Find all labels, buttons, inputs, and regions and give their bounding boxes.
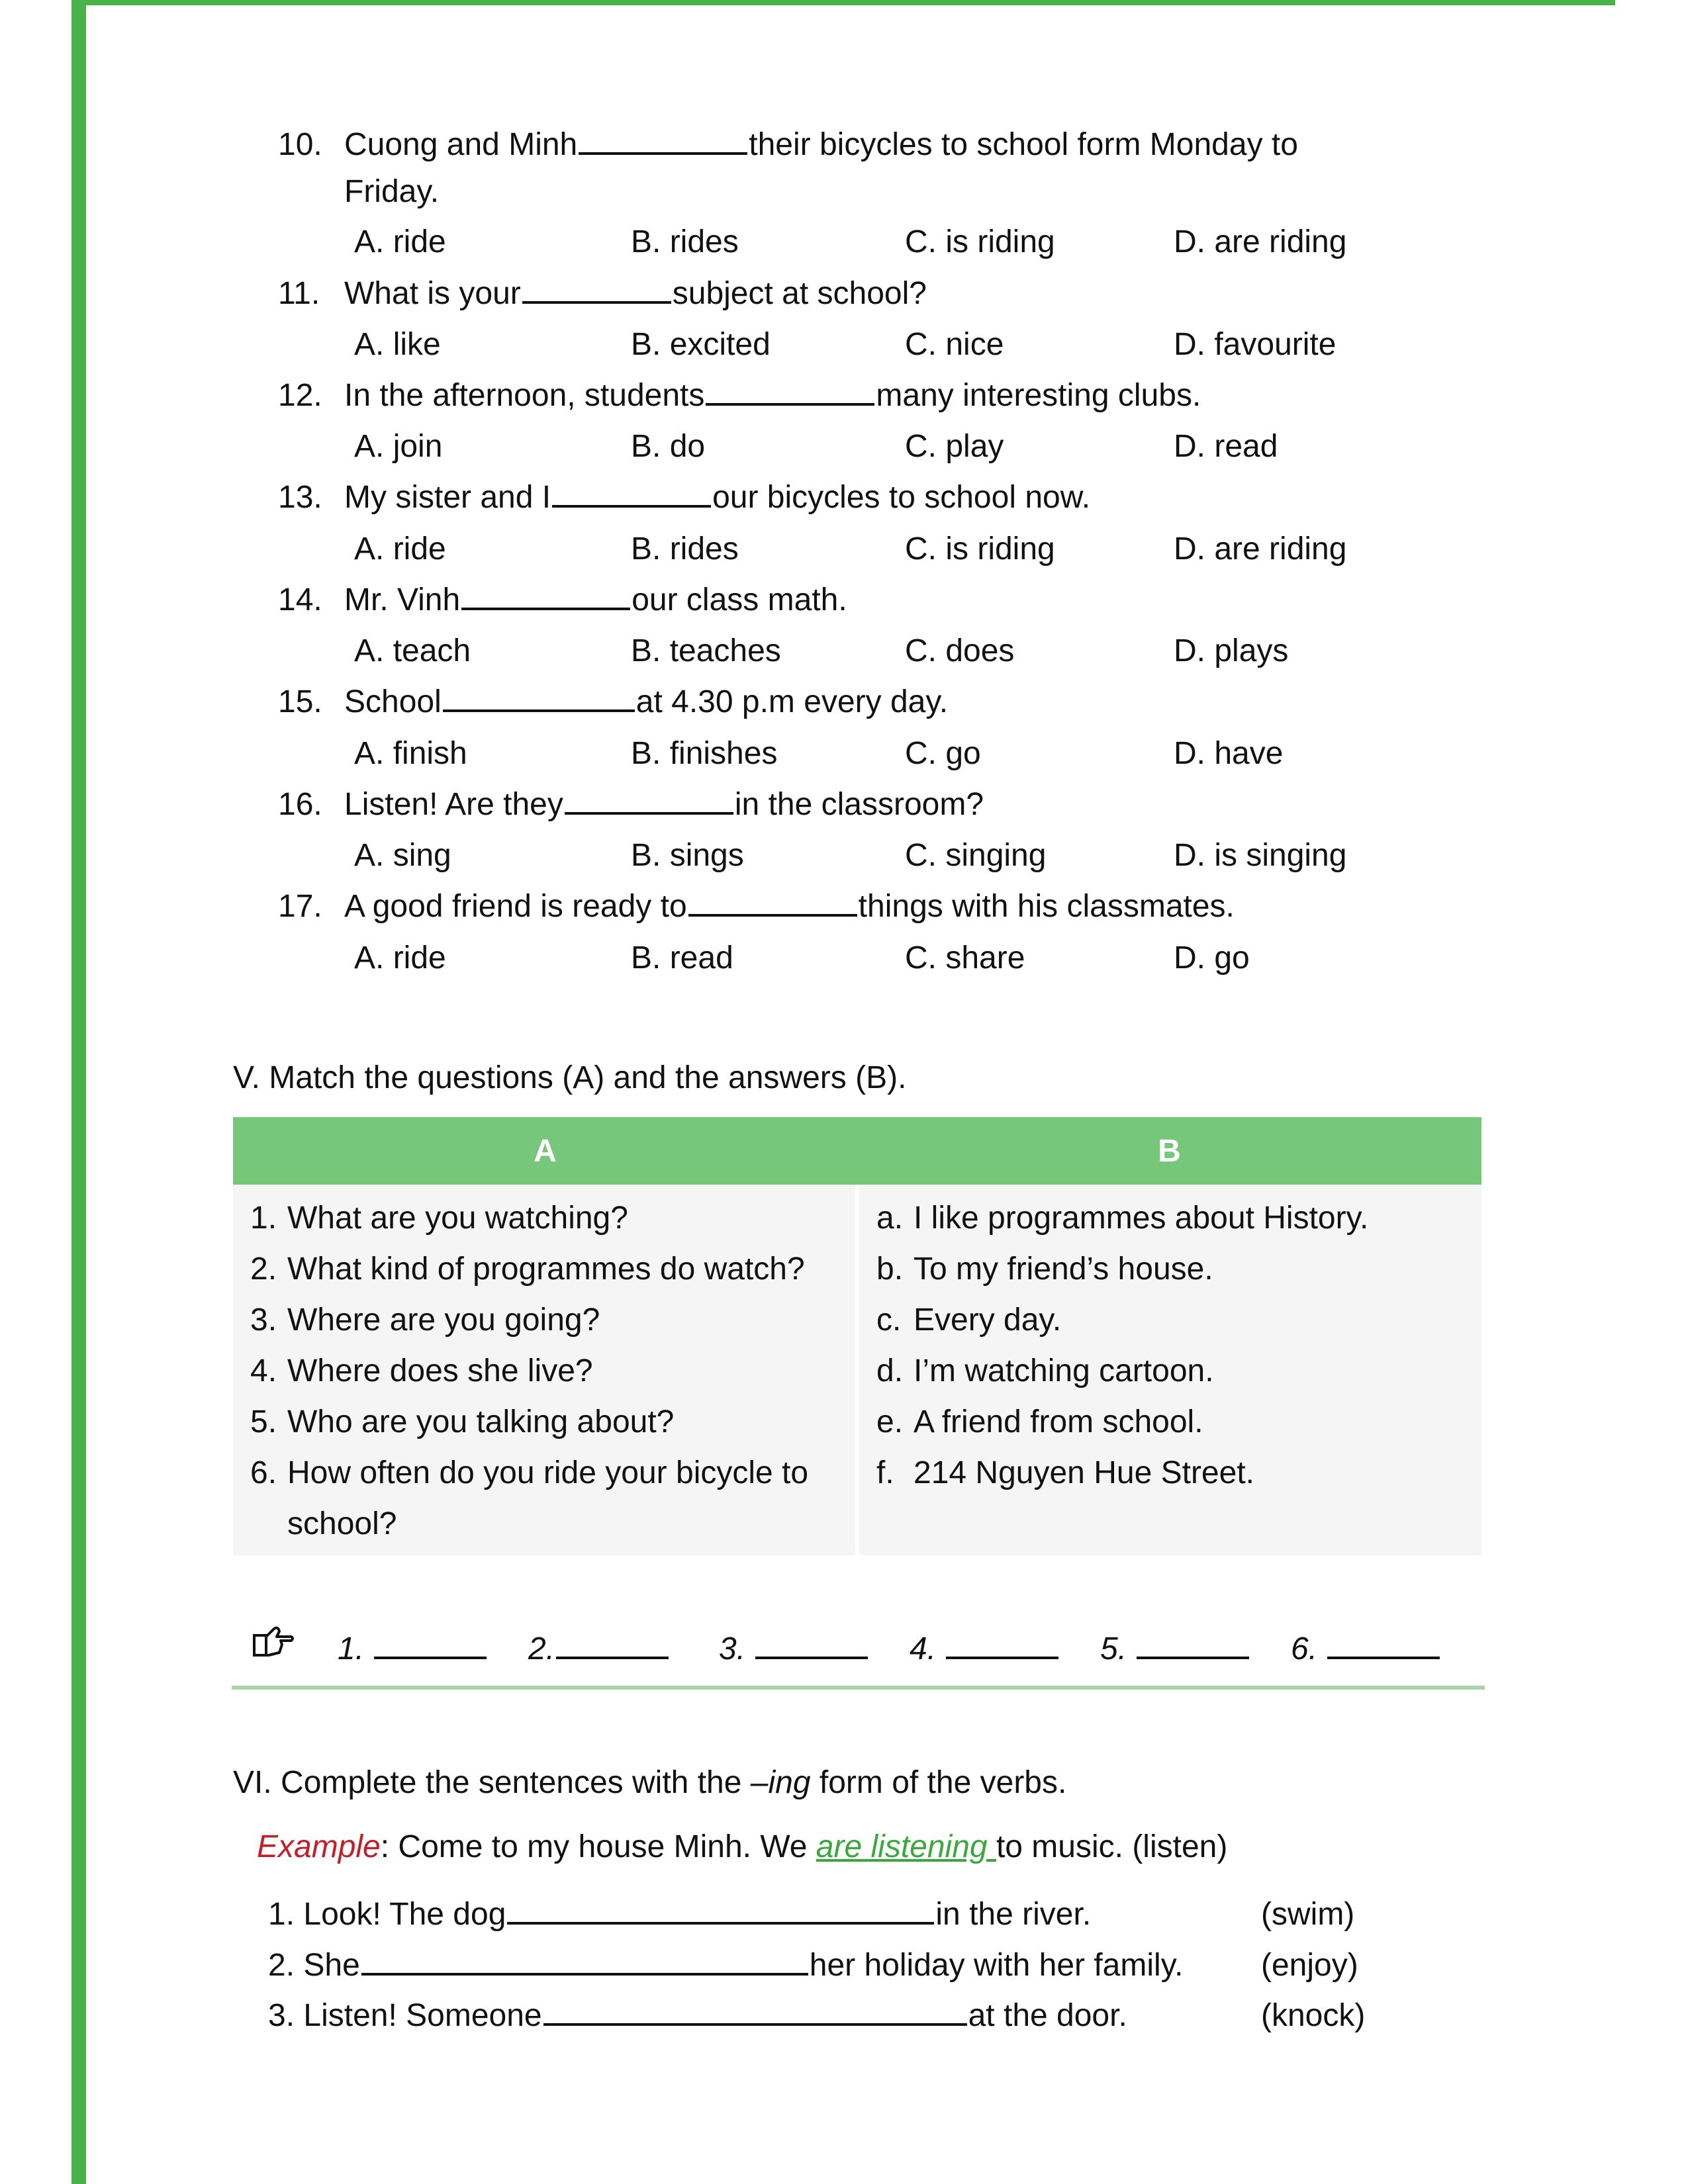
question-text: In the afternoon, students — [344, 378, 705, 413]
answer-blank[interactable] — [556, 1626, 669, 1659]
answer-blank[interactable] — [552, 475, 711, 508]
example-sentence: Example: Come to my house Minh. We are listening to music. (listen) — [257, 1829, 1228, 1864]
option-a[interactable]: A. join — [354, 429, 443, 464]
answer-blank[interactable] — [1327, 1626, 1440, 1659]
question-text: subject at school? — [672, 276, 927, 311]
option-b[interactable]: B. sings — [631, 838, 744, 873]
question-text: Friday. — [344, 174, 440, 209]
answer-blank[interactable] — [507, 1891, 934, 1925]
example-label: Example — [257, 1829, 381, 1864]
page-border-left — [71, 0, 86, 2184]
option-b[interactable]: B. do — [631, 429, 706, 464]
answer-slot-3: 3. — [719, 1625, 869, 1673]
answer-blank[interactable] — [565, 782, 733, 815]
question-number: 13. — [278, 480, 322, 515]
option-a[interactable]: A. teach — [354, 633, 471, 668]
verb-hint: (enjoy) — [1261, 1948, 1358, 1983]
answer-blank[interactable] — [443, 679, 635, 712]
option-a[interactable]: A. ride — [354, 224, 446, 259]
question-text: in the classroom? — [734, 787, 984, 822]
example-answer: are listening — [816, 1829, 996, 1864]
option-b[interactable]: B. finishes — [631, 736, 778, 771]
answer-blank[interactable] — [706, 373, 874, 406]
answer-slot-5: 5. — [1100, 1625, 1250, 1673]
question-number: 16. — [278, 787, 322, 822]
option-d[interactable]: D. plays — [1174, 633, 1289, 668]
verb-hint: (swim) — [1261, 1897, 1355, 1932]
option-c[interactable]: C. is riding — [905, 224, 1055, 259]
answer-blank[interactable] — [1137, 1626, 1249, 1659]
column-b-header: B — [1158, 1133, 1181, 1169]
question-number: 10. — [278, 127, 322, 162]
column-b — [859, 1185, 1481, 1555]
answer-row: b. To my friend’s house. — [876, 1251, 1213, 1287]
option-b[interactable]: B. excited — [631, 327, 771, 362]
section-vi-title: VI. Complete the sentences with the –ing form of the verbs. — [233, 1765, 1067, 1800]
question-text: Cuong and Minh — [344, 127, 578, 162]
option-c[interactable]: C. singing — [905, 838, 1047, 873]
table-header — [233, 1117, 1481, 1185]
question-number: 15. — [278, 684, 322, 719]
answer-slot-2: 2. — [528, 1625, 670, 1673]
option-c[interactable]: C. share — [905, 940, 1025, 976]
question-text: many interesting clubs. — [876, 378, 1201, 413]
question-text: their bicycles to school form Monday to — [749, 127, 1298, 162]
question-text: A good friend is ready to — [344, 889, 687, 924]
question-row: 5. Who are you talking about? — [250, 1404, 675, 1439]
answer-blank[interactable] — [374, 1626, 487, 1659]
option-d[interactable]: D. favourite — [1174, 327, 1336, 362]
answer-slot-1: 1. — [338, 1625, 488, 1673]
question-text: our bicycles to school now. — [712, 480, 1091, 515]
question-text: our class math. — [632, 582, 847, 617]
option-a[interactable]: A. ride — [354, 940, 446, 976]
option-d[interactable]: D. are riding — [1174, 224, 1347, 259]
matching-table — [233, 1117, 1481, 1555]
column-a-header: A — [534, 1133, 557, 1169]
answer-slot-4: 4. — [910, 1625, 1060, 1673]
section-v-title: V. Match the questions (A) and the answers (B). — [233, 1060, 907, 1095]
column-a — [233, 1185, 855, 1555]
question-row: 2. What kind of programmes do watch? — [250, 1251, 805, 1287]
option-d[interactable]: D. is singing — [1174, 838, 1347, 873]
question-row: 6. How often do you ride your bicycle to school? — [250, 1455, 809, 1541]
question-text: What is your — [344, 276, 521, 311]
option-a[interactable]: A. finish — [354, 736, 467, 771]
question-number: 14. — [278, 582, 322, 617]
question-text: My sister and I — [344, 480, 551, 515]
answer-slot-6: 6. — [1291, 1625, 1441, 1673]
pointing-hand-icon — [252, 1625, 295, 1673]
option-c[interactable]: C. play — [905, 429, 1004, 464]
option-b[interactable]: B. read — [631, 940, 733, 976]
question-text: at 4.30 p.m every day. — [635, 684, 949, 719]
answer-row: d. I’m watching cartoon. — [876, 1353, 1214, 1388]
exercise-item-1: 1. Look! The dog in the river. — [268, 1891, 1091, 1938]
section-divider — [232, 1686, 1485, 1690]
answer-blank[interactable] — [461, 577, 630, 610]
option-d[interactable]: D. have — [1174, 736, 1284, 771]
option-b[interactable]: B. teaches — [631, 633, 781, 668]
option-c[interactable]: C. does — [905, 633, 1015, 668]
table-body — [233, 1185, 1481, 1555]
option-a[interactable]: A. ride — [354, 531, 446, 567]
option-b[interactable]: B. rides — [631, 531, 739, 567]
option-c[interactable]: C. is riding — [905, 531, 1055, 567]
answer-blank[interactable] — [755, 1626, 868, 1659]
question-number: 17. — [278, 889, 322, 924]
question-row: 3. Where are you going? — [250, 1302, 600, 1338]
answer-blank[interactable] — [688, 884, 857, 917]
question-text: School — [344, 684, 442, 719]
question-number: 12. — [278, 378, 322, 413]
option-c[interactable]: C. nice — [905, 327, 1004, 362]
exercise-item-3: 3. Listen! Someone at the door. — [268, 1992, 1127, 2040]
question-row: 4. Where does she live? — [250, 1353, 593, 1388]
option-d[interactable]: D. are riding — [1174, 531, 1347, 567]
option-d[interactable]: D. go — [1174, 940, 1250, 976]
question-text: things with his classmates. — [858, 889, 1235, 924]
answer-blank[interactable] — [543, 1993, 967, 2026]
answer-row: f. 214 Nguyen Hue Street. — [876, 1455, 1254, 1490]
question-number: 11. — [278, 276, 320, 311]
question-text: Mr. Vinh — [344, 582, 461, 617]
page-border-top — [71, 0, 1615, 5]
option-b[interactable]: B. rides — [631, 224, 739, 259]
answer-row: e. A friend from school. — [876, 1404, 1203, 1439]
answer-row: c. Every day. — [876, 1302, 1062, 1338]
question-row: 1. What are you watching? — [250, 1201, 628, 1236]
option-a[interactable]: A. like — [354, 327, 441, 362]
answer-blank[interactable] — [522, 271, 671, 304]
answer-blank[interactable] — [361, 1942, 808, 1976]
option-a[interactable]: A. sing — [354, 838, 451, 873]
answer-row: a. I like programmes about History. — [876, 1201, 1369, 1236]
option-d[interactable]: D. read — [1174, 429, 1278, 464]
answer-blank[interactable] — [579, 122, 747, 155]
question-text: Listen! Are they — [344, 787, 563, 822]
verb-hint: (knock) — [1261, 1998, 1366, 2033]
exercise-item-2: 2. She her holiday with her family. — [268, 1942, 1183, 1989]
option-c[interactable]: C. go — [905, 736, 981, 771]
answer-blank[interactable] — [946, 1626, 1058, 1659]
